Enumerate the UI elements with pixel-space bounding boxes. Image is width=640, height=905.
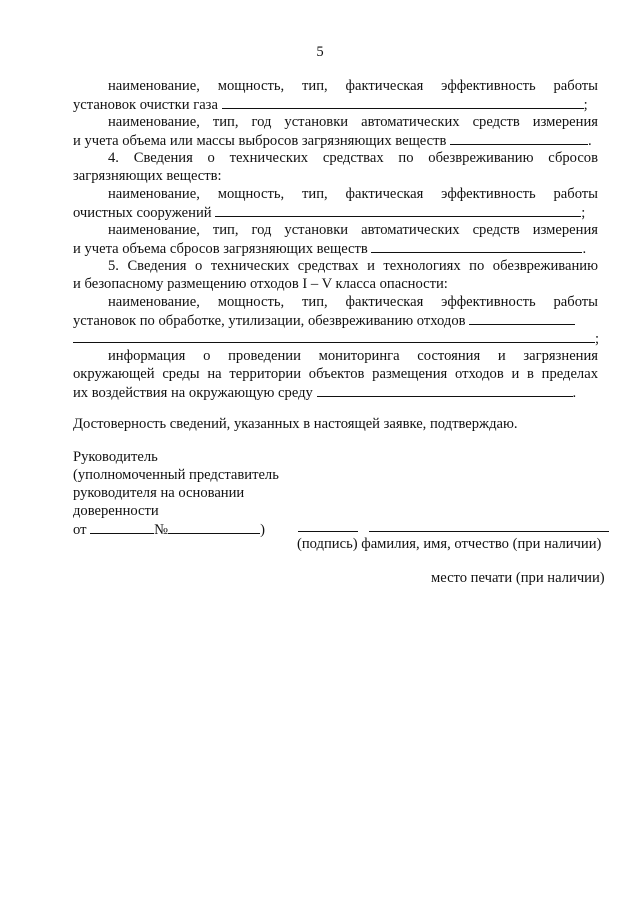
power-of-attorney-row — [73, 520, 265, 539]
monitoring-label: их воздействия на окружающую среду — [73, 385, 313, 401]
section4-equipment-blank[interactable] — [215, 203, 581, 217]
section5-equipment-field-row2 — [73, 329, 599, 348]
gas-measurement-blank[interactable] — [450, 131, 588, 145]
from-label: от — [73, 522, 87, 538]
attorney-number-blank[interactable] — [168, 520, 260, 534]
section4-measurement-period: . — [582, 241, 587, 257]
gas-measurement-period: . — [588, 133, 592, 149]
section5-equipment-field-row — [73, 311, 575, 330]
section4-measurement-label: и учета объема сбросов загрязняющих веществ — [73, 241, 368, 257]
section5-equipment-line: наименование, мощность, тип, фактическая эффективность работы — [108, 294, 598, 310]
certification-statement: Достоверность сведений, указанных в настоящей заявке, подтверждаю. — [73, 416, 518, 432]
gas-equipment-label: установок очистки газа — [73, 97, 218, 113]
gas-equipment-field-row — [73, 95, 588, 114]
gas-measurement-line: наименование, тип, год установки автоматических средств измерения — [108, 114, 598, 130]
section4-measurement-blank[interactable] — [371, 239, 582, 253]
signature-caption: (подпись) фамилия, имя, отчество (при наличии) — [297, 536, 602, 552]
section4-equipment-semicolon: ; — [581, 205, 586, 221]
monitoring-blank[interactable] — [317, 383, 573, 397]
gas-measurement-field-row — [73, 131, 592, 150]
section5-equipment-blank-2[interactable] — [73, 329, 595, 343]
number-label: № — [154, 522, 169, 538]
gas-equipment-blank[interactable] — [222, 95, 584, 109]
section5-equipment-semicolon: ; — [595, 331, 600, 347]
signature-line[interactable] — [298, 531, 358, 532]
signatory-power-of-attorney: доверенности — [73, 503, 159, 519]
stamp-caption: место печати (при наличии) — [431, 570, 605, 586]
section4-heading: 4. Сведения о технических средствах по обезвреживанию сбросов — [108, 150, 598, 166]
full-name-line[interactable] — [369, 531, 609, 532]
section5-heading-cont: и безопасному размещению отходов I – V класса опасности: — [73, 276, 448, 292]
monitoring-field-row — [73, 383, 576, 402]
close-paren: ) — [260, 522, 265, 538]
page-number: 5 — [316, 44, 324, 60]
section4-measurement-line: наименование, тип, год установки автоматических средств измерения — [108, 222, 598, 238]
gas-measurement-label: и учета объема или массы выбросов загрязняющих веществ — [73, 133, 447, 149]
signatory-representative: (уполномоченный представитель — [73, 467, 279, 483]
monitoring-period: . — [572, 385, 577, 401]
section4-equipment-label: очистных сооружений — [73, 205, 212, 221]
monitoring-line-2: окружающей среды на территории объектов размещения отходов и в пределах — [73, 366, 598, 382]
section4-measurement-field-row — [73, 239, 586, 258]
section4-equipment-line: наименование, мощность, тип, фактическая эффективность работы — [108, 186, 598, 202]
section5-heading: 5. Сведения о технических средствах и технологиях по обезвреживанию — [108, 258, 598, 274]
section5-equipment-label: установок по обработке, утилизации, обезвреживанию отходов — [73, 313, 466, 329]
gas-equipment-line: наименование, мощность, тип, фактическая эффективность работы — [108, 78, 598, 94]
monitoring-line: информация о проведении мониторинга состояния и загрязнения — [108, 348, 598, 364]
signatory-title: Руководитель — [73, 449, 158, 465]
signatory-basis: руководителя на основании — [73, 485, 245, 501]
section4-heading-cont: загрязняющих веществ: — [73, 168, 222, 184]
section4-equipment-field-row — [73, 203, 585, 222]
attorney-date-blank[interactable] — [90, 520, 154, 534]
section5-equipment-blank[interactable] — [469, 311, 575, 325]
gas-equipment-semicolon: ; — [583, 97, 588, 113]
